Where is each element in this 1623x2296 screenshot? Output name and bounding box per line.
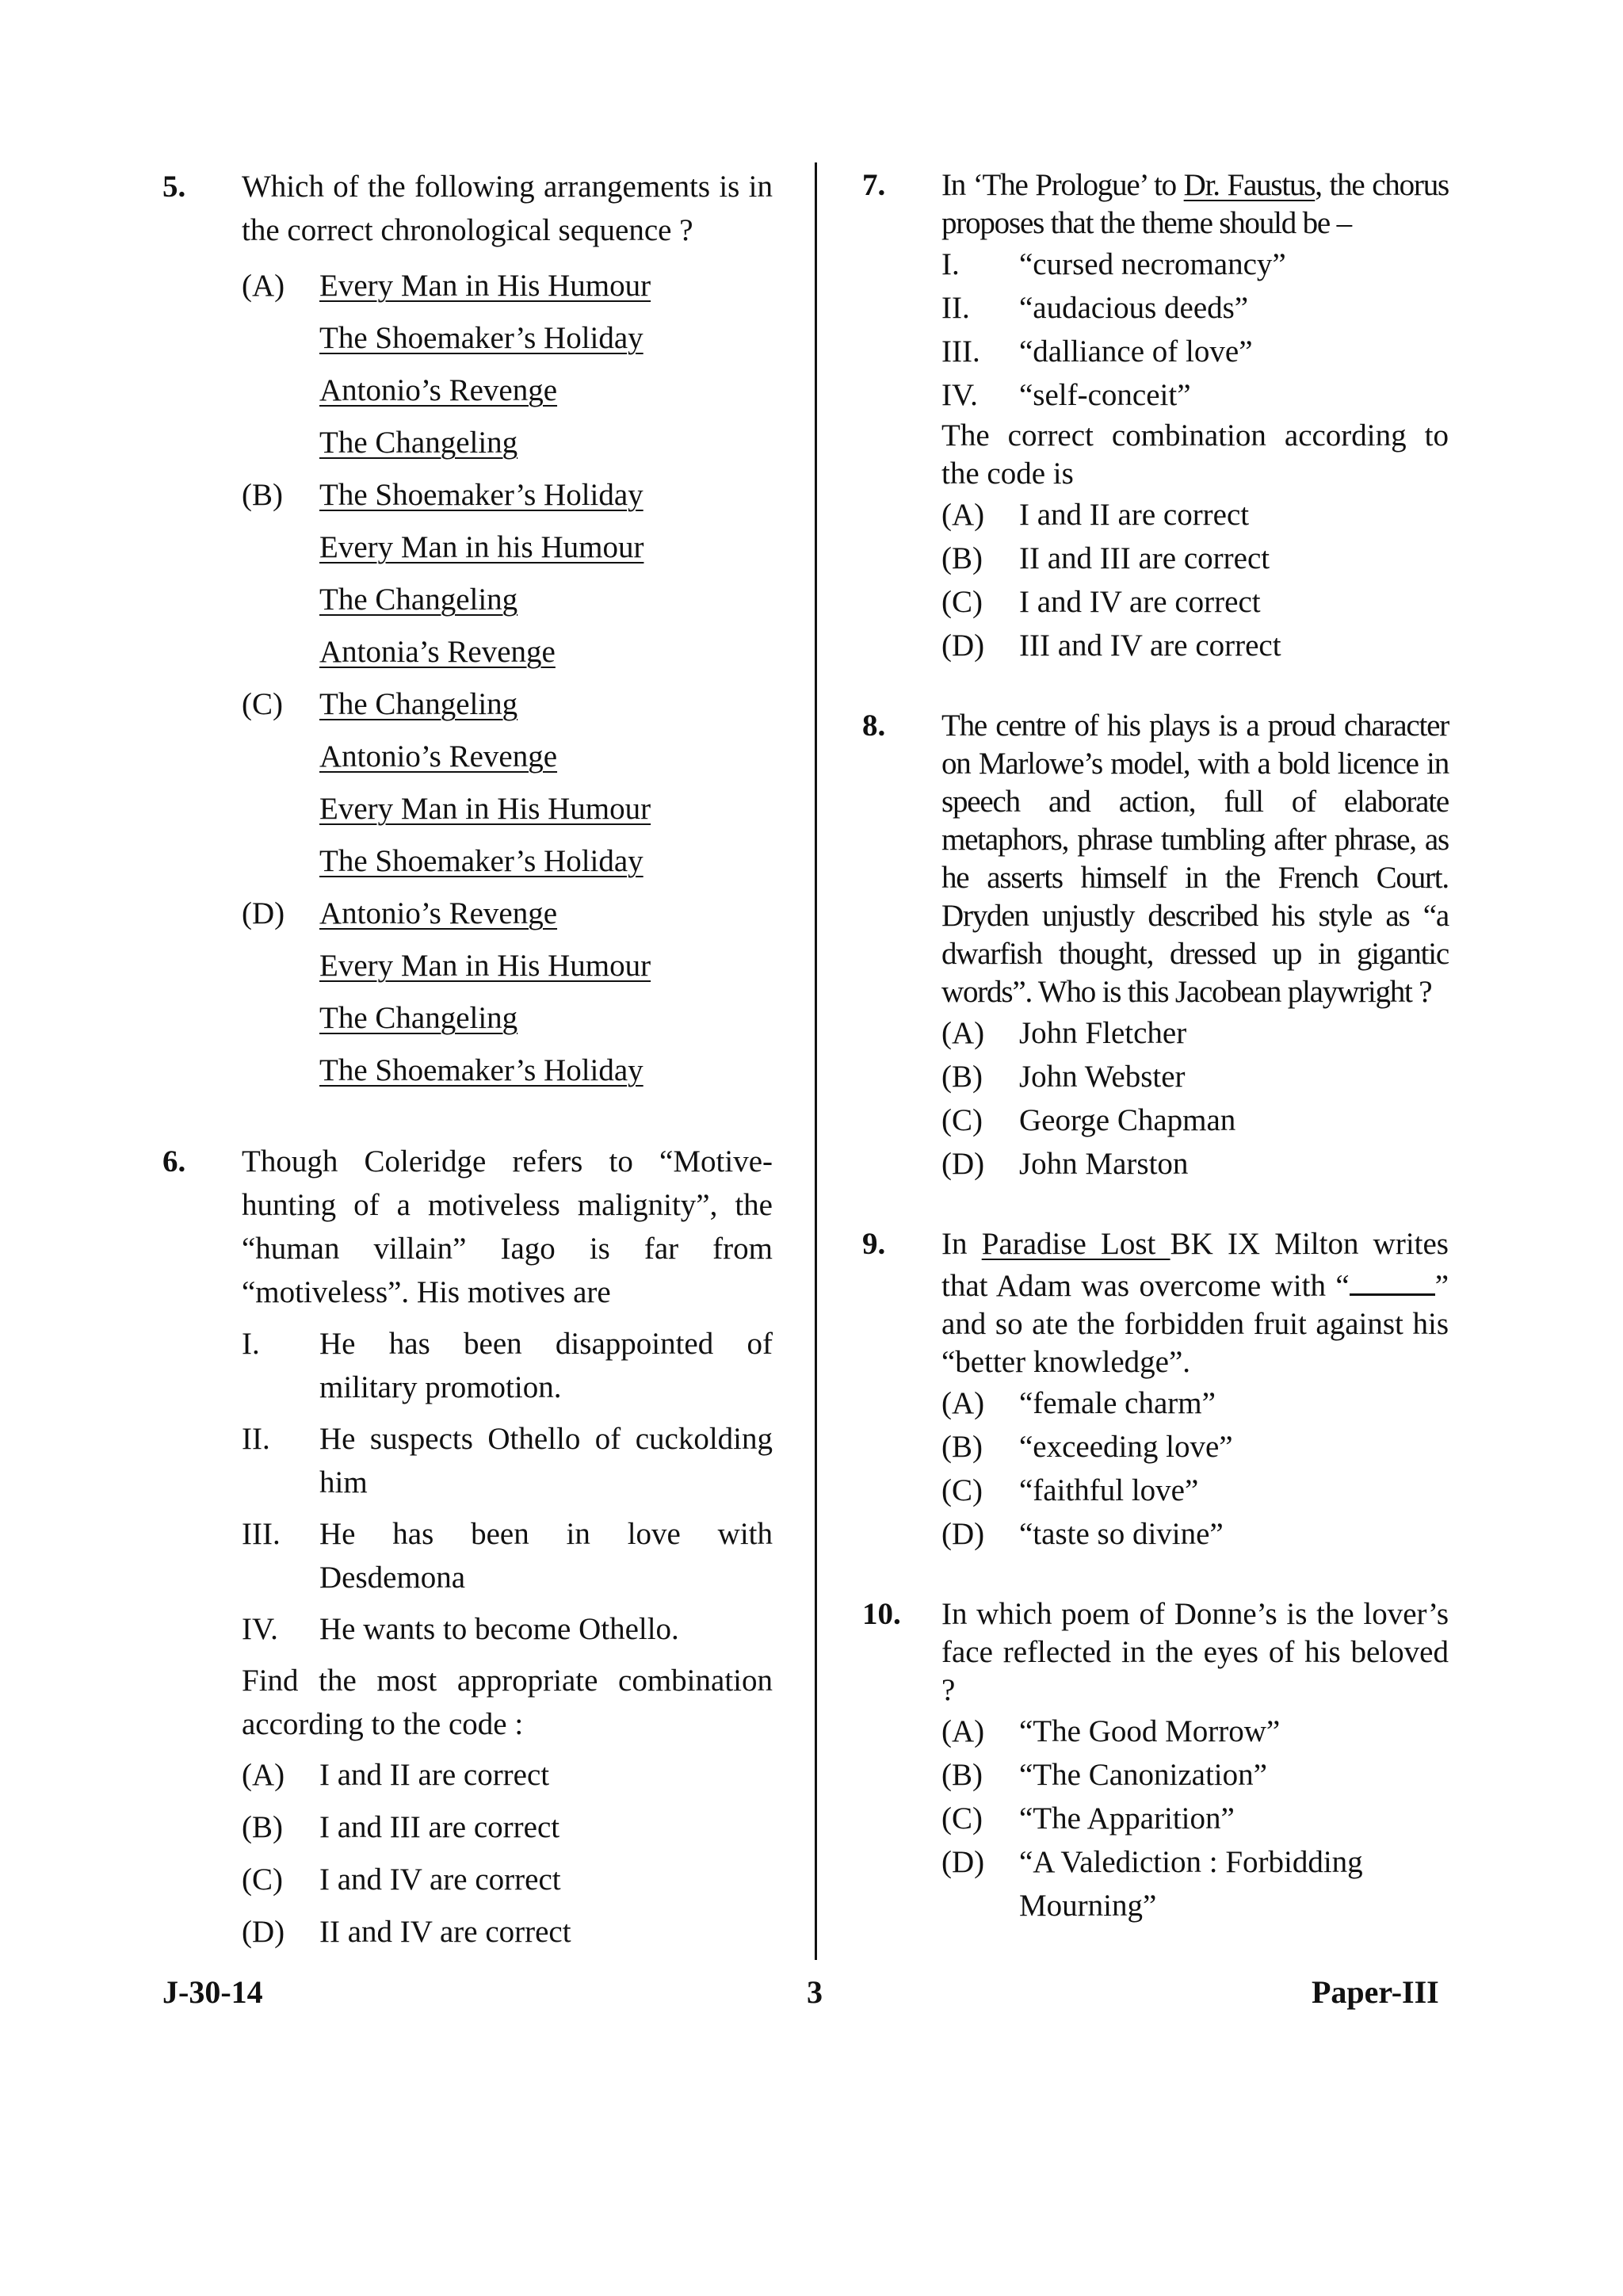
question-instruction: Find the most appropriate combination according to the code : <box>242 1664 773 1741</box>
question-6 <box>162 1140 773 1958</box>
play-title: The Shoemaker’s Holiday <box>319 844 643 878</box>
option-list <box>941 1381 1449 1556</box>
option <box>941 1055 1449 1098</box>
option-label: (D) <box>242 1915 285 1949</box>
left-column <box>162 159 773 1958</box>
question-stem <box>941 166 1449 243</box>
option <box>242 888 773 1097</box>
option <box>941 1425 1449 1469</box>
footer-paper: Paper-III <box>1312 1974 1439 2010</box>
option-text: “taste so divine” <box>1019 1517 1224 1551</box>
option-text: John Webster <box>1019 1060 1186 1094</box>
option <box>242 1801 773 1854</box>
statement <box>242 1417 773 1504</box>
option-label: (C) <box>941 1801 983 1836</box>
statement <box>941 373 1449 417</box>
stem-text: ” and so ate the forbidden fruit against his “better knowledge”. <box>941 1269 1449 1379</box>
stem-text: , the chorus proposes that the theme should be – <box>941 168 1449 240</box>
option-label: (A) <box>242 269 285 303</box>
option-text: “faithful love” <box>1019 1473 1199 1507</box>
play-title: Every Man in His Humour <box>319 949 651 983</box>
option <box>941 537 1449 580</box>
question-stem: The centre of his plays is a proud character on Marlowe’s model, with a bold licence in speech and action, full of elaborate metaphors, phrase tumbling after phrase, as he asserts himself in the French Court. Dryden unjustly described his style as “a dwarfish thought, dressed up in gigantic words”. Who is this Jacobean playwright ? <box>941 709 1449 1009</box>
option <box>941 1753 1449 1797</box>
statement-text: “audacious deeds” <box>1019 291 1249 325</box>
option-label: (C) <box>941 585 983 619</box>
option-label: (B) <box>242 478 283 512</box>
statement-label: II. <box>242 1422 270 1456</box>
question-stem: Though Coleridge refers to “Motive-hunting of a motiveless malignity”, the “human villain” Iago is far from “motiveless”. His motives are <box>242 1144 773 1309</box>
option-list <box>941 1011 1449 1186</box>
question-stem: Which of the following arrangements is in the correct chronological sequence ? <box>242 170 773 247</box>
option-label: (D) <box>941 1517 985 1551</box>
option-text: “The Apparition” <box>1019 1801 1235 1836</box>
option <box>941 1512 1449 1556</box>
question-instruction: The correct combination according to the code is <box>941 418 1449 491</box>
option-label: (D) <box>941 628 985 663</box>
option-text: I and IV are correct <box>1019 585 1261 619</box>
question-number: 8. <box>862 709 886 743</box>
option <box>242 469 773 678</box>
option <box>242 1906 773 1958</box>
statement-text: He suspects Othello of cuckolding him <box>319 1422 773 1499</box>
statement <box>242 1512 773 1599</box>
statement-label: III. <box>941 334 980 369</box>
option <box>941 1142 1449 1186</box>
statement <box>941 330 1449 373</box>
option-label: (C) <box>941 1473 983 1507</box>
question-10 <box>862 1595 1449 1927</box>
option <box>941 580 1449 624</box>
play-title: Antonio’s Revenge <box>319 739 558 774</box>
option <box>941 1098 1449 1142</box>
play-title: The Changeling <box>319 426 518 460</box>
right-column <box>862 159 1449 1927</box>
option <box>242 1854 773 1906</box>
question-7 <box>862 166 1449 667</box>
option-label: (C) <box>242 1862 283 1897</box>
option <box>941 1710 1449 1753</box>
option-text: George Chapman <box>1019 1103 1236 1137</box>
statement-label: III. <box>242 1517 281 1551</box>
option-label: (B) <box>941 1060 983 1094</box>
statement-list <box>941 243 1449 417</box>
statement-label: I. <box>941 247 960 281</box>
option-text: I and II are correct <box>1019 498 1250 532</box>
question-5 <box>162 165 773 1097</box>
play-title: Dr. Faustus <box>1183 168 1316 202</box>
statement <box>941 243 1449 286</box>
option-label: (C) <box>941 1103 983 1137</box>
option-label: (B) <box>941 1430 983 1464</box>
play-title: The Shoemaker’s Holiday <box>319 478 643 512</box>
option-text: “The Good Morrow” <box>1019 1714 1281 1748</box>
option-label: (A) <box>242 1758 285 1792</box>
statement-label: II. <box>941 291 970 325</box>
statement-text: He wants to become Othello. <box>319 1612 679 1646</box>
option-text: “exceeding love” <box>1019 1430 1233 1464</box>
statement-text: “dalliance of love” <box>1019 334 1253 369</box>
question-9 <box>862 1225 1449 1556</box>
option-label: (A) <box>941 1386 985 1420</box>
stem-text: In <box>941 1227 982 1261</box>
question-stem <box>941 1225 1449 1381</box>
statement-text: “cursed necromancy” <box>1019 247 1286 281</box>
play-title: The Shoemaker’s Holiday <box>319 1053 643 1087</box>
option <box>941 1797 1449 1840</box>
question-number: 9. <box>862 1227 886 1261</box>
option <box>941 1381 1449 1425</box>
footer-page-number: 3 <box>807 1974 823 2010</box>
option-text: “The Canonization” <box>1019 1758 1267 1792</box>
play-title: Antonio’s Revenge <box>319 373 558 407</box>
statement-label: IV. <box>242 1612 278 1646</box>
option <box>941 1840 1449 1927</box>
play-title: The Changeling <box>319 687 518 721</box>
play-title: The Changeling <box>319 583 518 617</box>
statement-text: He has been disappointed of military promotion. <box>319 1327 773 1404</box>
option <box>941 624 1449 667</box>
option-text: II and III are correct <box>1019 541 1270 575</box>
question-number: 6. <box>162 1144 186 1179</box>
question-number: 7. <box>862 168 886 202</box>
statement-label: IV. <box>941 378 978 412</box>
question-stem: In which poem of Donne’s is the lover’s face reflected in the eyes of his beloved ? <box>941 1597 1449 1707</box>
option-label: (A) <box>941 1016 985 1050</box>
stem-text: In ‘The Prologue’ to <box>941 168 1184 202</box>
option-label: (D) <box>242 896 285 930</box>
play-title: Antonia’s Revenge <box>319 635 556 669</box>
stem-text: BK IX Milton writes that Adam was overcome with “ <box>941 1227 1449 1303</box>
play-title: Every Man in His Humour <box>319 792 651 826</box>
option <box>242 260 773 469</box>
option-text: II and IV are correct <box>319 1915 571 1949</box>
option <box>941 493 1449 537</box>
option-list <box>242 1749 773 1958</box>
option <box>242 678 773 888</box>
option-text: John Fletcher <box>1019 1016 1187 1050</box>
play-title: Antonio’s Revenge <box>319 896 558 930</box>
option <box>941 1011 1449 1055</box>
question-number: 5. <box>162 170 186 204</box>
option-list <box>941 493 1449 667</box>
option-list <box>941 1710 1449 1927</box>
option-text: I and IV are correct <box>319 1862 561 1897</box>
play-title: The Changeling <box>319 1001 518 1035</box>
option-list <box>242 260 773 1097</box>
option-text: “female charm” <box>1019 1386 1216 1420</box>
option-label: (C) <box>242 687 283 721</box>
option-label: (D) <box>941 1147 985 1181</box>
option-text: I and III are correct <box>319 1810 560 1844</box>
statement-text: He has been in love with Desdemona <box>319 1517 773 1595</box>
question-number: 10. <box>862 1597 901 1631</box>
play-title: The Shoemaker’s Holiday <box>319 321 643 355</box>
statement-list <box>242 1322 773 1651</box>
poem-title: Paradise Lost <box>981 1227 1170 1261</box>
option-text: III and IV are correct <box>1019 628 1281 663</box>
play-title: Every Man in His Humour <box>319 269 651 303</box>
fill-in-blank <box>1350 1263 1435 1296</box>
option-label: (D) <box>941 1845 985 1879</box>
option-label: (B) <box>941 541 983 575</box>
option-text: I and II are correct <box>319 1758 550 1792</box>
option-text: “A Valediction : Forbidding Mourning” <box>1019 1845 1363 1923</box>
play-title: Every Man in his Humour <box>319 530 644 564</box>
column-divider <box>815 162 817 1960</box>
option-label: (B) <box>941 1758 983 1792</box>
statement <box>242 1322 773 1409</box>
option-label: (A) <box>941 1714 985 1748</box>
option-label: (B) <box>242 1810 283 1844</box>
statement <box>941 286 1449 330</box>
statement-text: “self-conceit” <box>1019 378 1191 412</box>
option <box>242 1749 773 1801</box>
option-text: John Marston <box>1019 1147 1189 1181</box>
statement <box>242 1607 773 1651</box>
option <box>941 1469 1449 1512</box>
statement-label: I. <box>242 1327 260 1361</box>
option-label: (A) <box>941 498 985 532</box>
footer-code: J-30-14 <box>162 1974 263 2010</box>
question-8 <box>862 707 1449 1186</box>
